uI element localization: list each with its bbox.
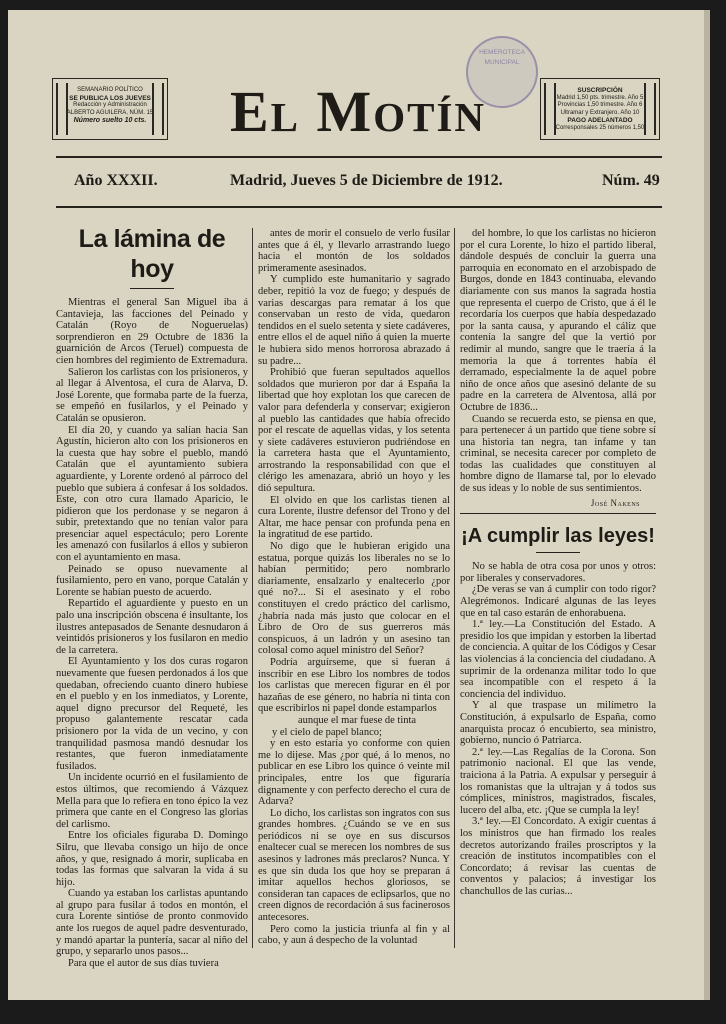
- column-2: [258, 228, 450, 947]
- paragraph: No se habla de otra cosa por unos y otros: por liberales y conservadores.: [460, 561, 656, 584]
- masthead-rule: [56, 156, 662, 158]
- paragraph: Cuando se recuerda esto, se piensa en que, para pertenecer á un partido que tiene sobre sí una historia tan negra, tan infame y tan criminal, se necesita carecer por completo de todas las cualidades que constituyen al hombre digno de llamarse tal, por lo elevado de sus ideas y lo noble de sus sentimientos.: [460, 413, 656, 495]
- article-signature: José Nakens: [590, 497, 640, 508]
- subscription-title: SUSCRIPCIÓN: [577, 87, 623, 94]
- paragraph: Pero como la justicia triunfa al fin y al cabo, y aun á despecho de la voluntad: [258, 923, 450, 947]
- paragraph: antes de morir el consuelo de verlo fusilar antes que á él, y llevarlo arrastrando luego hacia el montón de los soldados primeramente asesinados.: [258, 228, 450, 274]
- paragraph: y el cielo de papel blanco;: [272, 726, 382, 738]
- column-3: [460, 228, 656, 897]
- paragraph: El día 20, y cuando ya salían hacia San Agustín, hicieron alto con los prisioneros en la cuesta que hay sobre el pueblo, mandó Catalán que el ayuntamiento subiera aguardiente, y Lorente ordenó al párroco del pueblo que subiera á confesar á los soldados. Este, con otro cura llamado Aparicio, le pidieron que los perdonase y se negaron á subir, pretextando que no tenían valor para presenciar aquel espectáculo; pero Lorente les amenazó con fusilarlos á ellos y subieron con el ayuntamiento en masa.: [56, 424, 248, 564]
- paragraph: Peinado se opuso nuevamente al fusilamiento, pero en vano, porque Catalán y Lorente se habían puesto de acuerdo.: [56, 563, 248, 598]
- paragraph: 2.ª ley.—Las Regalías de la Corona. Son patrimonio nacional. El que las vende, traiciona á la Patria. A expulsar y perseguir á los romanistas que la ultrajan y á todos sus cómplices, ministros, magistrados, fiscales, lucero del alba, etc. ¡Que se cumpla la ley!: [460, 746, 656, 816]
- paragraph: Y al que traspase un milímetro la Constitución, á expulsarlo de España, como anarquista procaz ó encubierto, sea ministro, gobierno, nuncio ó Patriarca.: [460, 700, 656, 747]
- paragraph: Lo dicho, los carlistas son ingratos con sus grandes hombres. ¿Cuándo se ve en sus periódicos ni se oye en sus discursos enaltecer cual se merecen los nombres de sus asesinos y ladrones más preclaros? Nunca. Y es que sin duda los que hoy se preparan á imitar aquellos hechos gloriosos, se consideran tan capaces de eclipsarlos, que no creen dignos de recordación á sus facinerosos antecesores.: [258, 807, 450, 924]
- paragraph: Salieron los carlistas con los prisioneros, y al llegar á Alventosa, el cura de Alarva, D. José Lorente, que formaba parte de la fuerza, se empeñó en fusilarlos, y el Peinado y Catalán se opusieron.: [56, 366, 248, 424]
- editorial-office-label: Redacción y Administración: [73, 102, 147, 109]
- subscription-rate-abroad: Ultramar y Extranjero. Año 10: [560, 109, 640, 116]
- paragraph: Y cumplido este humanitario y sagrado deber, repitió la voz de fuego; y después de varias descargas para rematar á los que conservaban un resto de vida, quedaron tendidos en el suelo setenta y siete cadáveres, entre ellos el de aquel niño á quien la muerte le hubiera sido menos horrorosa abrazado á su padre...: [258, 274, 450, 367]
- page-fold-shadow: [704, 10, 710, 1000]
- paragraph: Prohibió que fueran sepultados aquellos soldados que murieron por dar á España la libertad que hoy explotan los que carecen de valor para defenderla y conservar; exigieron al pueblo las cantidades que había ofrecido por el rescate de aquellas vidas, y los setenta y siete cadáveres estuvieron pudriéndose en la carretera hasta que el Ayuntamiento, arrostrando la responsabilidad con que el clérigo les amenazara, abrió un hoyo y les dió sepultura.: [258, 367, 450, 495]
- paragraph: El Ayuntamiento y los dos curas rogaron nuevamente que fuesen perdonados á los que quedaban, ofreciendo cuanto dinero hubiese en el pueblo y en los inmediatos, y Lorente, aquel digno precursor del Requeté, les propuso galantemente rescatar cada prisionero por la vida de un vecino, y con tranquilidad pasmosa mandó desnudar los restantes, que fueron inmediatamente fusilados.: [56, 656, 248, 772]
- ornament-left: [544, 83, 556, 135]
- publication-type: SEMANARIO POLÍTICO: [77, 87, 143, 93]
- subscription-rate-provinces: Provincias 1,50 trimestre. Año 6: [557, 102, 643, 109]
- subscription-info-box: [540, 78, 660, 140]
- publication-info-box: [52, 78, 168, 140]
- paragraph: 1.ª ley.—La Constitución del Estado. A presidio los que impidan y estorben la libertad de conciencia. A quitar de los Códigos y Cesar las violencias á la conciencia del ciudadano. A suprimir de la ordenanza militar todo lo que sea incompatible con el respeto á la conciencia del individuo.: [460, 619, 656, 700]
- second-article-headline: ¡A cumplir las leyes!: [461, 525, 655, 548]
- paragraph: del hombre, lo que los carlistas no hicieron por el cura Lorente, lo hizo el partido liberal, dándole después de concluir la guerra una parroquia en economato en el arzobispado de Burgos, donde en 1843 continuaba, elevando diariamente con sus manos la sagrada hostia que representa el cuerpo de Cristo, que á él le recordaría los cuerpos que había despedazado por la santa causa, y apurando el cáliz que contenía la sangre del que la vertió por redimir al mundo, sangre que le traería á la memoria la que á torrentes había él derramado, especialmente la de aquel pobre niño de once años que asesinó delante de su padre en la carretera de Alventosa, allá por Octubre de 1836...: [460, 228, 656, 413]
- paragraph: Un incidente ocurrió en el fusilamiento de estos últimos, que recomiendo á Vázquez Mella para que lo refiera en tono épico la vez primera que cante en el Congreso las glorias del carlismo.: [56, 772, 248, 830]
- article-body-continued: [258, 228, 450, 947]
- column-rule: [252, 228, 253, 948]
- headline-divider: [130, 288, 174, 289]
- paragraph: Repartido el aguardiente y puesto en un palo una inscripción obscena é insultante, los ilustres antepasados de Senante desnudaron á veintidós prisioneros y los fusilaron en medio de la carretera.: [56, 598, 248, 656]
- paragraph: Para que el autor de sus días tuviera: [68, 957, 219, 969]
- correspondents-rate: Corresponsales 25 números 1,50: [555, 124, 645, 131]
- column-1: [56, 225, 248, 969]
- dateline-rule: [56, 206, 662, 208]
- editorial-address: ALBERTO AGUILERA, NÚM. 15: [66, 109, 154, 116]
- paragraph: Podría arguírseme, que si fueran á inscribir en ese Libro los nombres de todos los carlistas que merecen figurar en él por hazañas de ese género, no habría ni tinta con que escribirlos ni papel donde estamparlos: [258, 656, 450, 715]
- section-divider: [460, 513, 656, 514]
- ornament-right: [152, 83, 164, 135]
- library-stamp-text: HEMEROTECA MUNICIPAL: [479, 49, 525, 66]
- paragraph: ¿De veras se van á cumplir con todo rigor? Alegrémonos. Indicaré algunas de las leyes que en tal caso estarán de enhorabuena.: [460, 584, 656, 619]
- issue-year: Año XXXII.: [74, 172, 158, 189]
- newspaper-masthead: El Motín: [229, 79, 487, 144]
- paragraph: Entre los oficiales figuraba D. Domingo Silru, que llevaba consigo un hijo de once años, y que, resignado á morir, suplicaba en todas las formas que salvaran la vida á su hijo.: [56, 830, 248, 888]
- paragraph: y en esto estaría yo conforme con quien me lo dijese. Mas ¿por qué, á lo menos, no publicar en ese Libro los quince ó veinte mil principales, entre los que figuraría dignamente y con perfecto derecho el cura de Adarva?: [258, 738, 450, 808]
- article-headline: La lámina de hoy: [78, 225, 226, 283]
- paragraph: El olvido en que los carlistas tienen al cura Lorente, ilustre defensor del Trono y del Altar, me hace pensar con profunda pena en la ingratitud de ese partido.: [258, 494, 450, 541]
- second-article-body: [460, 561, 656, 897]
- single-issue-price: Número suelto 10 cts.: [73, 117, 147, 125]
- article-body-conclusion: [460, 228, 656, 495]
- issue-number: Núm. 49: [602, 172, 660, 189]
- subscription-rate-madrid: Madrid 1,50 pts. trimestre. Año 5: [556, 94, 644, 101]
- paragraph: Mientras el general San Miguel iba á Cantavieja, las facciones del Peinado y Catalán (Royo de Nogueruelas) sorprendieron en 29 Octubre de 1836 la guarnición de Arcos (Teruel) compuesta de cien hombres del regimiento de Extremadura.: [56, 297, 248, 366]
- paragraph: No digo que le hubieran erigido una estatua, porque quizás los liberales no se lo habían permitido; pero nombrarlo diariamente, ensalzarlo y enaltecerlo ¿por qué no?... Si el asesinato y el robo constituyen el credo práctico del carlismo, ¿habría nada más justo que colocar en el Libro de Oro de sus guerreros más conspicuos, á un ladrón y un asesino tan colosal como aquel ministro del Señor?: [258, 541, 450, 657]
- payment-terms: PAGO ADELANTADO: [567, 117, 633, 125]
- article-body: [56, 297, 248, 969]
- ornament-right: [644, 83, 656, 135]
- paragraph: 3.ª ley.—El Concordato. A exigir cuentas á los ministros que han firmado los reales decretos autorizando frailes proscriptos y la creación de institutos incompatibles con el Concordato; á revisar las cuentas de conventos y palacios; á investigar los chanchullos de las curias...: [460, 816, 656, 897]
- paragraph: Cuando ya estaban los carlistas apuntando al grupo para fusilar á todos en montón, el cura Lorente sintióse de pronto conmovido ante los ruegos de aquel padre desventurado, y mandó apartar la puntería, sacar al niño del grupo, y separarlo unos pasos...: [56, 888, 248, 958]
- paragraph: aunque el mar fuese de tinta: [298, 714, 417, 726]
- ornament-left: [56, 83, 68, 135]
- publication-schedule: SE PUBLICA LOS JUEVES: [69, 94, 151, 102]
- issue-date: Madrid, Jueves 5 de Diciembre de 1912.: [230, 172, 503, 189]
- column-rule: [454, 228, 455, 948]
- headline-divider: [536, 552, 580, 553]
- newspaper-page: [8, 10, 710, 1000]
